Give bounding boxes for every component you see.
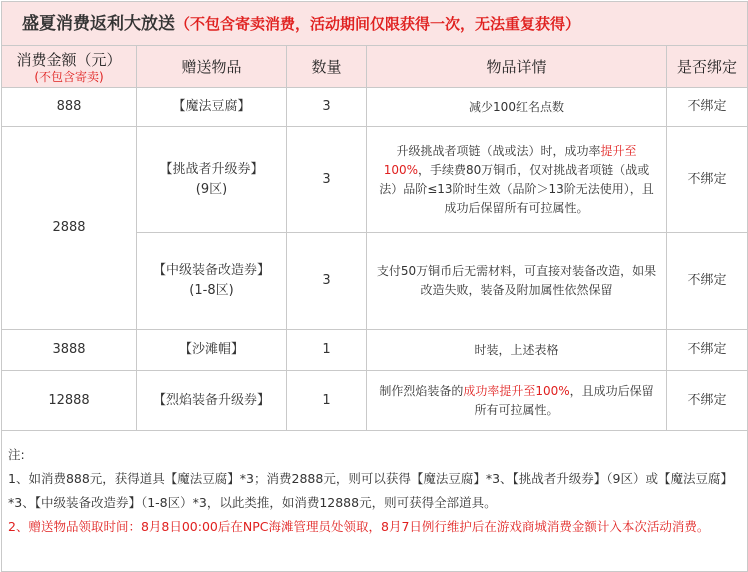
detail-text: 升级挑战者项链（战或法）时，成功率 bbox=[396, 143, 601, 158]
detail-cell bbox=[367, 371, 667, 431]
notes-line-2: 2、赠送物品领取时间：8月8日00:00后在NPC海滩管理员处领取，8月7日例行维护后在游戏商城消费金额计入本次活动消费。 bbox=[8, 519, 710, 534]
detail-cell: 支付50万铜币后无需材料，可直接对装备改造，如果改造失败，装备及附加属性依然保留 bbox=[367, 233, 667, 330]
table-row bbox=[2, 88, 748, 127]
title-note: （不包含寄卖消费，活动期间仅限获得一次，无法重复获得） bbox=[175, 14, 581, 33]
item-cell bbox=[137, 127, 287, 233]
detail-text: ，且成功后保留所有可拉属性。 bbox=[474, 383, 654, 417]
item-cell: 【烈焰装备升级券】 bbox=[137, 371, 287, 431]
amount-cell: 888 bbox=[2, 88, 137, 127]
header-item: 赠送物品 bbox=[137, 46, 287, 88]
notes-row bbox=[2, 431, 748, 572]
header-row bbox=[2, 46, 748, 88]
item-cell bbox=[137, 233, 287, 330]
table-title bbox=[2, 2, 748, 46]
header-amount-label: 消费金额（元） bbox=[16, 50, 122, 69]
bound-cell: 不绑定 bbox=[667, 88, 748, 127]
qty-cell: 3 bbox=[287, 88, 367, 127]
bound-cell: 不绑定 bbox=[667, 371, 748, 431]
table-row bbox=[2, 371, 748, 431]
promo-table-container bbox=[1, 1, 747, 569]
header-qty: 数量 bbox=[287, 46, 367, 88]
header-detail: 物品详情 bbox=[367, 46, 667, 88]
item-region: (9区) bbox=[195, 181, 228, 197]
title-main: 盛夏消费返利大放送 bbox=[22, 13, 175, 34]
qty-cell: 1 bbox=[287, 371, 367, 431]
detail-cell: 时装，上述表格 bbox=[367, 330, 667, 371]
amount-cell: 3888 bbox=[2, 330, 137, 371]
detail-cell bbox=[367, 127, 667, 233]
bound-cell: 不绑定 bbox=[667, 233, 748, 330]
notes-cell bbox=[2, 431, 748, 572]
header-amount bbox=[2, 46, 137, 88]
title-row bbox=[2, 2, 748, 46]
amount-cell: 12888 bbox=[2, 371, 137, 431]
detail-cell: 减少100红名点数 bbox=[367, 88, 667, 127]
header-amount-sub: (不包含寄卖) bbox=[34, 69, 104, 84]
qty-cell: 3 bbox=[287, 233, 367, 330]
detail-text: ，手续费80万铜币，仅对挑战者项链（战或法）品阶≤13阶时生效（品阶＞13阶无法使用），且成功后保留所有可拉属性。 bbox=[379, 162, 654, 215]
item-name: 【中级装备改造券】 bbox=[152, 263, 270, 278]
item-name: 【挑战者升级券】 bbox=[159, 161, 264, 177]
detail-text: 制作烈焰装备的 bbox=[379, 383, 464, 398]
table-row bbox=[2, 330, 748, 371]
detail-highlight: 提升至100% bbox=[383, 143, 637, 177]
table-row bbox=[2, 127, 748, 233]
header-bound: 是否绑定 bbox=[667, 46, 748, 88]
item-cell: 【沙滩帽】 bbox=[137, 330, 287, 371]
item-region: (1-8区) bbox=[189, 283, 234, 298]
promo-table bbox=[1, 1, 748, 572]
detail-highlight: 成功率提升至100% bbox=[463, 383, 570, 398]
qty-cell: 3 bbox=[287, 127, 367, 233]
bound-cell: 不绑定 bbox=[667, 127, 748, 233]
notes-label: 注: bbox=[8, 447, 25, 462]
qty-cell: 1 bbox=[287, 330, 367, 371]
bound-cell: 不绑定 bbox=[667, 330, 748, 371]
amount-cell: 2888 bbox=[2, 127, 137, 330]
item-cell: 【魔法豆腐】 bbox=[137, 88, 287, 127]
notes-line-1: 1、如消费888元，获得道具【魔法豆腐】*3；消费2888元，则可以获得【魔法豆腐】*3、【挑战者升级券】（9区）或【魔法豆腐】*3、【中级装备改造券】（1-8区）*3，以此类推，如消费12888元，则可获得全部道具。 bbox=[8, 471, 733, 510]
